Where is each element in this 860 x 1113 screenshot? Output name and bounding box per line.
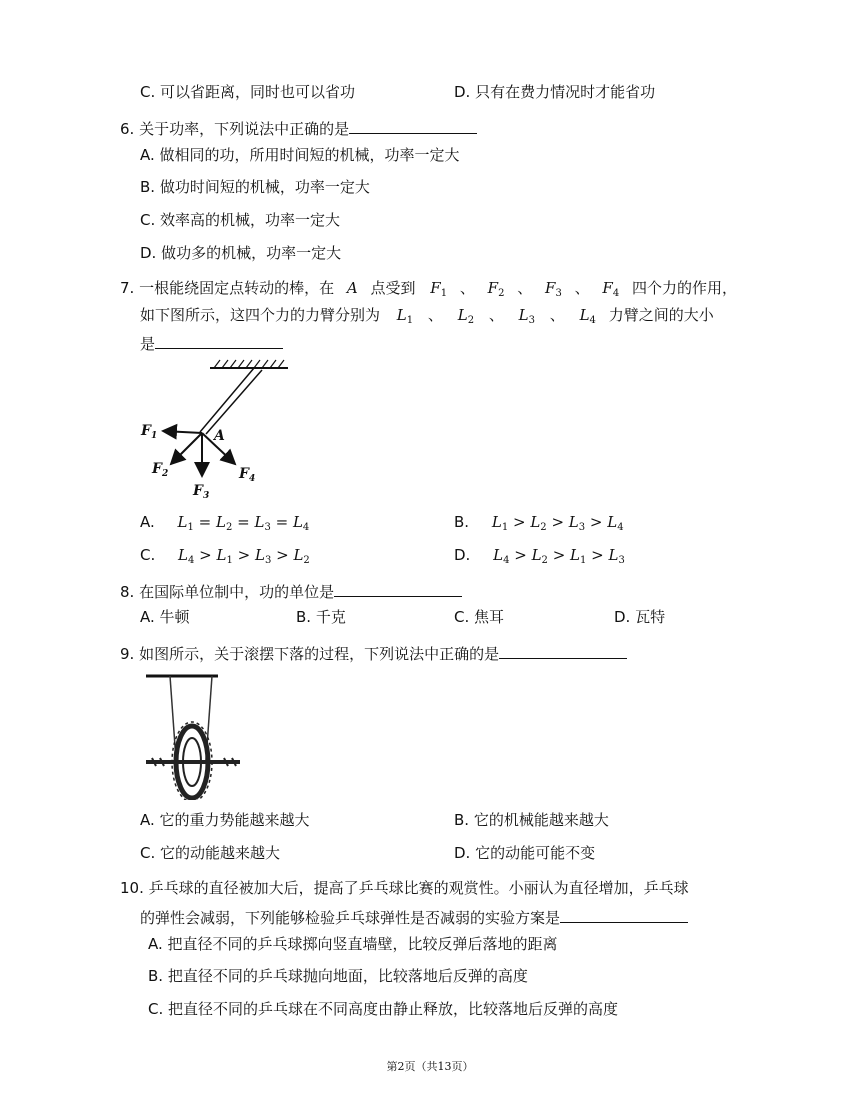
q8-stem [120, 580, 462, 602]
q6-option-c: C. 效率高的机械，功率一定大 [140, 211, 341, 229]
q7-force-f2: $F_2$ [487, 279, 505, 299]
q7-option-c [140, 545, 310, 571]
q7-option-d [454, 545, 625, 571]
q7-sep: 、 [427, 306, 443, 324]
q7-sep: 、 [459, 279, 475, 297]
label-f3-sub: 3 [203, 491, 210, 501]
lever-force-diagram [136, 358, 296, 503]
q7-stem-line3 [140, 332, 283, 354]
q7-stem-line1 [120, 278, 737, 304]
q7-option-c-math: $L_4 > L_1 > L_3 > L_2$ [178, 546, 310, 566]
q6-stem-text: 6. 关于功率，下列说法中正确的是 [120, 120, 350, 138]
q8-option-d: D. 瓦特 [614, 608, 666, 626]
q7-text: 四个力的作用， [632, 279, 738, 297]
label-point-a: A [214, 428, 225, 444]
force-f1-arrow [163, 431, 202, 433]
q7-sep: 、 [574, 279, 590, 297]
q8-stem-text: 8. 在国际单位制中，功的单位是 [120, 583, 335, 601]
page-footer: 第2页（共13页） [386, 1060, 474, 1073]
q7-option-a-math: $L_1 = L_2 = L_3 = L_4$ [177, 513, 310, 533]
q7-option-c-label: C. [140, 546, 156, 564]
q7-option-b [454, 512, 624, 538]
q10-option-a: A. 把直径不同的乒乓球掷向竖直墙壁，比较反弹后落地的距离 [148, 935, 558, 953]
q10-answer-blank [560, 906, 688, 923]
q7-option-a [140, 512, 309, 538]
label-f3: F [193, 483, 203, 499]
q7-text: 是 [140, 335, 156, 353]
q8-option-a: A. 牛顿 [140, 608, 190, 626]
q7-sep: 、 [549, 306, 565, 324]
q7-option-a-label: A. [140, 513, 155, 531]
q9-option-a: A. 它的重力势能越来越大 [140, 811, 310, 829]
q7-sep: 、 [488, 306, 504, 324]
q10-option-b: B. 把直径不同的乒乓球抛向地面，比较落地后反弹的高度 [148, 967, 528, 985]
q7-force-f4: $F_4$ [602, 279, 620, 299]
q10-stem-line1: 10. 乒乓球的直径被加大后，提高了乒乓球比赛的观赏性。小丽认为直径增加，乒乓球 [120, 879, 689, 897]
q8-answer-blank [334, 580, 462, 597]
q7-force-f1: $F_1$ [430, 279, 448, 299]
q9-option-c: C. 它的动能越来越大 [140, 844, 281, 862]
q7-point-a: A [346, 279, 358, 297]
label-f2: F [152, 461, 162, 477]
q9-stem-text: 9. 如图所示，关于滚摆下落的过程，下列说法中正确的是 [120, 645, 500, 663]
q7-force-f3: $F_3$ [545, 279, 562, 299]
q7-text: 如下图所示，这四个力的力臂分别为 [140, 306, 381, 324]
q7-arm-l4: $L_4$ [579, 306, 596, 326]
ceiling-hatch [214, 360, 284, 368]
q6-option-d: D. 做功多的机械，功率一定大 [140, 244, 342, 262]
q7-sep: 、 [517, 279, 533, 297]
q7-stem-line2 [140, 305, 714, 331]
q6-option-a: A. 做相同的功，所用时间短的机械，功率一定大 [140, 146, 460, 164]
q10-stem-line2 [140, 906, 688, 928]
q6-option-b: B. 做功时间短的机械，功率一定大 [140, 178, 370, 196]
q7-option-b-math: $L_1 > L_2 > L_3 > L_4$ [491, 513, 624, 533]
q7-text: 7. 一根能绕固定点转动的棒，在 [120, 279, 335, 297]
label-f4: F [239, 466, 249, 482]
q7-answer-blank [155, 332, 283, 349]
q10-stem-text: 的弹性会减弱，下列能够检验乒乓球弹性是否减弱的实验方案是 [140, 909, 561, 927]
q6-stem [120, 117, 477, 139]
q8-option-b: B. 千克 [296, 608, 346, 626]
q7-option-b-label: B. [454, 513, 470, 531]
q9-stem [120, 642, 627, 664]
rod-edge [206, 370, 262, 434]
q7-text: 点受到 [370, 279, 416, 297]
q7-text: 力臂之间的大小 [608, 306, 714, 324]
q7-option-d-label: D. [454, 546, 471, 564]
rod-edge [200, 368, 254, 432]
q7-option-d-math: $L_4 > L_2 > L_1 > L_3$ [493, 546, 625, 566]
label-f1-sub: 1 [151, 431, 158, 441]
label-f1: F [141, 423, 151, 439]
q9-answer-blank [499, 642, 627, 659]
q5-option-d: D. 只有在费力情况时才能省功 [454, 83, 656, 101]
label-f2-sub: 2 [162, 469, 169, 479]
q8-option-c: C. 焦耳 [454, 608, 505, 626]
q5-option-c: C. 可以省距离，同时也可以省功 [140, 83, 356, 101]
q10-option-c: C. 把直径不同的乒乓球在不同高度由静止释放，比较落地后反弹的高度 [148, 1000, 619, 1018]
q7-arm-l3: $L_3$ [518, 306, 535, 326]
q9-option-b: B. 它的机械能越来越大 [454, 811, 609, 829]
q7-arm-l1: $L_1$ [396, 306, 414, 326]
q6-answer-blank [349, 117, 477, 134]
q7-arm-l2: $L_2$ [457, 306, 475, 326]
maxwell-wheel-diagram [140, 670, 260, 800]
q9-option-d: D. 它的动能可能不变 [454, 844, 596, 862]
label-f4-sub: 4 [249, 474, 256, 484]
force-f2-arrow [171, 433, 202, 464]
